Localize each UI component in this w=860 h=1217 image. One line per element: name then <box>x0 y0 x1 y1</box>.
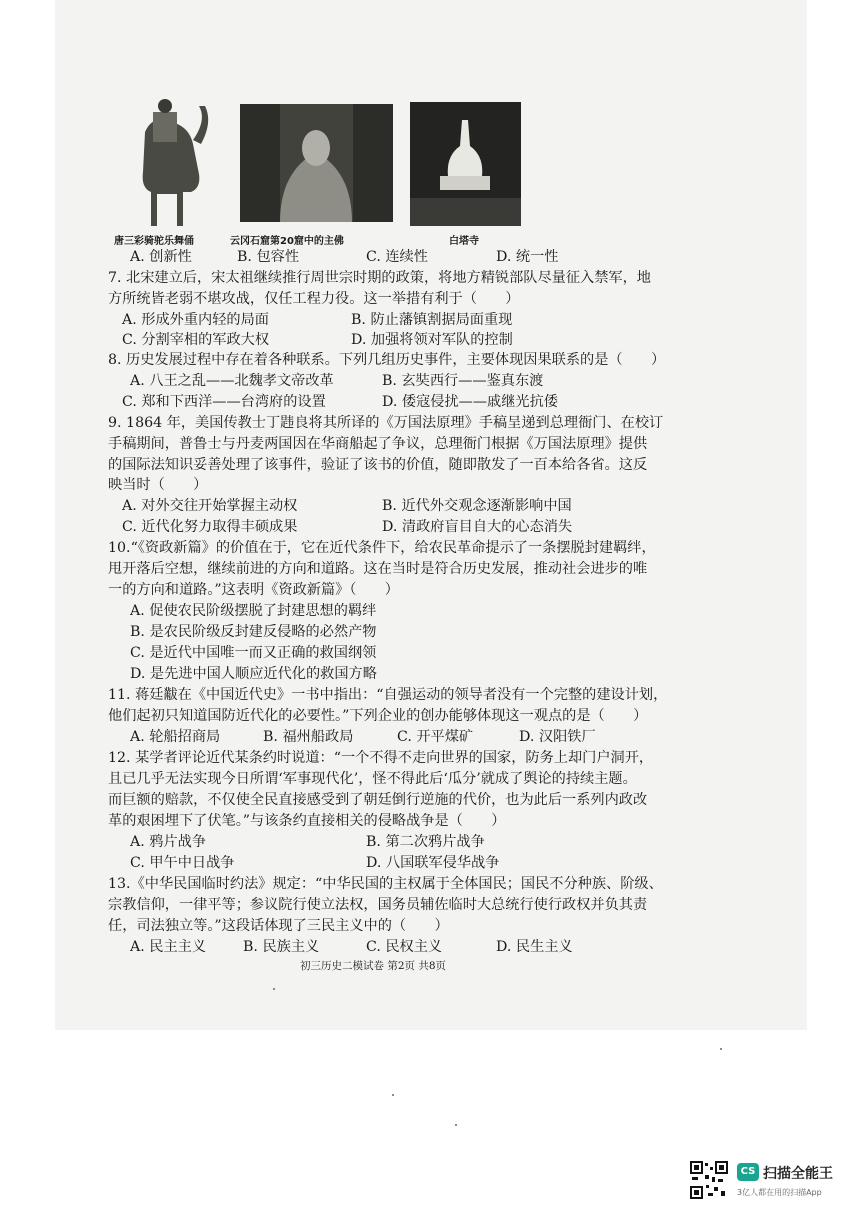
tang-sancai-camel-figure-image <box>115 92 221 230</box>
q12-stem: 12. 某学者评论近代某条约时说道：“一个不得不走向世界的国家，防务上却门户洞开， <box>108 750 654 766</box>
image-caption: 唐三彩骑驼乐舞俑 <box>114 236 194 247</box>
q11-option-c: C. 开平煤矿 <box>397 729 474 745</box>
q12-stem: 而巨额的赔款，不仅使全民直接感受到了朝廷倒行逆施的代价，也为此后一系列内政改 <box>108 792 648 808</box>
page-footer: 初三历史二模试卷 第2页 共8页 <box>300 960 447 972</box>
camscanner-logo: CS <box>737 1163 759 1181</box>
q11-stem: 11. 蒋廷黻在《中国近代史》一书中指出：“自强运动的领导者没有一个完整的建设计划， <box>108 687 668 703</box>
q12-stem: 且已几乎无法实现今日所谓‘军事现代化’，怪不得此后‘瓜分’就成了舆论的持续主题。 <box>108 771 637 787</box>
scan-speck <box>455 1124 457 1126</box>
q9-stem: 手稿期间，普鲁士与丹麦两国因在华商船起了争议，总理衙门根据《万国法原理》提供 <box>108 436 648 452</box>
q9-stem: 映当时（ ） <box>108 477 208 493</box>
q12-option-b: B. 第二次鸦片战争 <box>366 834 485 850</box>
q7-option-d: D. 加强将领对军队的控制 <box>351 332 513 348</box>
image-caption: 云冈石窟第20窟中的主佛 <box>230 236 344 247</box>
scanner-tagline: 3亿人都在用的扫描App <box>737 1188 822 1197</box>
q10-option-c: C. 是近代中国唯一而又正确的救国纲领 <box>130 645 377 661</box>
q7-stem: 方所统皆老弱不堪攻战，仅任工程力役。这一举措有利于（ ） <box>108 291 520 307</box>
q8-option-d: D. 倭寇侵扰——戚继光抗倭 <box>382 394 558 410</box>
q10-stem: 10.“《资政新篇》的价值在于，它在近代条件下，给农民革命提示了一条摆脱封建羁绊， <box>108 540 656 556</box>
q10-option-b: B. 是农民阶级反封建反侵略的必然产物 <box>130 624 377 640</box>
scan-speck <box>720 1048 722 1050</box>
q8-option-c: C. 郑和下西洋——台湾府的设置 <box>122 394 326 410</box>
q6-option-a: A. 创新性 <box>130 249 192 265</box>
q10-option-a: A. 促使农民阶级摆脱了封建思想的羁绊 <box>130 603 377 619</box>
image-caption: 白塔寺 <box>449 236 479 247</box>
q13-stem: 任，司法独立等。”这段话体现了三民主义中的（ ） <box>108 918 449 934</box>
q12-option-a: A. 鸦片战争 <box>130 834 207 850</box>
q6-option-d: D. 统一性 <box>496 249 559 265</box>
q7-stem: 7. 北宋建立后，宋太祖继续推行周世宗时期的政策，将地方精锐部队尽量征入禁军，地 <box>108 270 651 286</box>
qr-code-icon <box>690 1161 728 1199</box>
q11-option-d: D. 汉阳铁厂 <box>519 729 596 745</box>
q10-stem: 一的方向和道路。”这表明《资政新篇》（ ） <box>108 582 399 598</box>
q7-option-a: A. 形成外重内轻的局面 <box>122 312 269 328</box>
q9-stem: 的国际法知识妥善处理了该事件，验证了该书的价值，随即散发了一百本给各省。这反 <box>108 457 648 473</box>
q13-stem: 13.《中华民国临时约法》规定：“中华民国的主权属于全体国民；国民不分种族、阶级、 <box>108 876 663 892</box>
white-pagoda-temple-image <box>410 102 521 226</box>
q9-option-b: B. 近代外交观念逐渐影响中国 <box>382 498 572 514</box>
scanner-app-name: 扫描全能王 <box>763 1166 833 1182</box>
q11-option-b: B. 福州船政局 <box>263 729 354 745</box>
q11-option-a: A. 轮船招商局 <box>130 729 221 745</box>
scan-speck <box>392 1094 394 1096</box>
q12-stem: 革的艰困埋下了伏笔。”与该条约直接相关的侵略战争是（ ） <box>108 813 506 829</box>
scan-speck <box>273 988 275 990</box>
q13-option-b: B. 民族主义 <box>243 939 320 955</box>
q9-stem: 9. 1864 年，美国传教士丁韪良将其所译的《万国法原理》手稿呈递到总理衙门、在校订 <box>108 415 664 431</box>
yungang-grotto-buddha-image <box>240 104 393 222</box>
q12-option-d: D. 八国联军侵华战争 <box>366 855 500 871</box>
q8-stem: 8. 历史发展过程中存在着各种联系。下列几组历史事件，主要体现因果联系的是（ ） <box>108 352 666 368</box>
q13-stem: 宗教信仰，一律平等；参议院行使立法权，国务员辅佐临时大总统行使行政权并负其责 <box>108 897 648 913</box>
q13-option-c: C. 民权主义 <box>366 939 443 955</box>
q8-option-b: B. 玄奘西行——鉴真东渡 <box>382 373 544 389</box>
q9-option-c: C. 近代化努力取得丰硕成果 <box>122 519 298 535</box>
q9-option-d: D. 清政府盲目自大的心态消失 <box>382 519 573 535</box>
q10-option-d: D. 是先进中国人顺应近代化的救国方略 <box>130 666 377 682</box>
q10-stem: 甩开落后空想，继续前进的方向和道路。这在当时是符合历史发展，推动社会进步的唯 <box>108 561 648 577</box>
q13-option-a: A. 民主主义 <box>130 939 207 955</box>
q12-option-c: C. 甲午中日战争 <box>130 855 235 871</box>
q6-option-c: C. 连续性 <box>366 249 428 265</box>
q11-stem: 他们起初只知道国防近代化的必要性。”下列企业的创办能够体现这一观点的是（ ） <box>108 708 648 724</box>
q6-option-b: B. 包容性 <box>237 249 300 265</box>
q7-option-c: C. 分割宰相的军政大权 <box>122 332 270 348</box>
q13-option-d: D. 民生主义 <box>496 939 573 955</box>
q7-option-b: B. 防止藩镇割据局面重现 <box>351 312 513 328</box>
q8-option-a: A. 八王之乱——北魏孝文帝改革 <box>130 373 334 389</box>
q9-option-a: A. 对外交往开始掌握主动权 <box>122 498 298 514</box>
